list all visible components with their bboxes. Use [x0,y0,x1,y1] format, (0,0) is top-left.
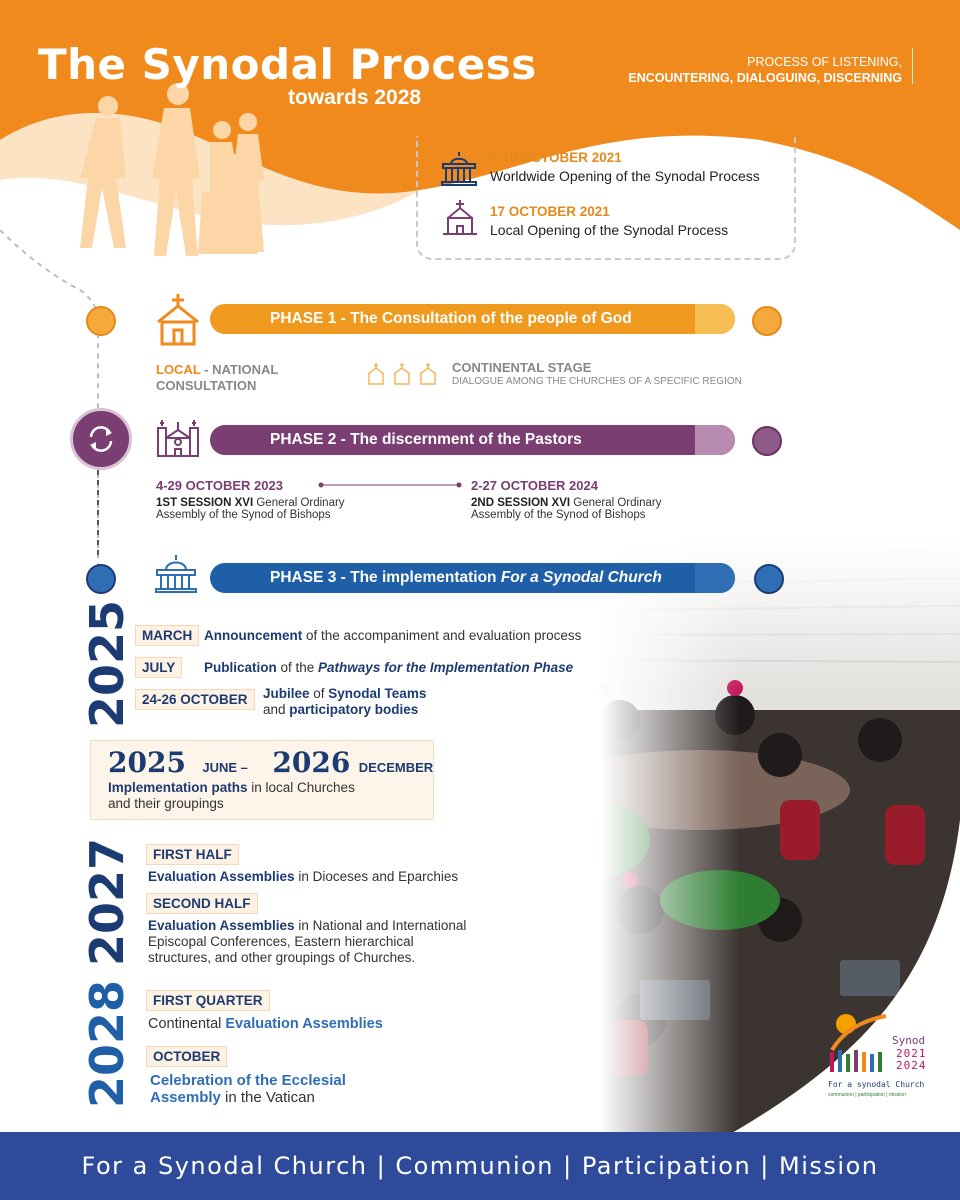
session2 [471,478,661,521]
session1-date: 4-29 OCTOBER 2023 [156,478,283,493]
footer-text: For a Synodal Church | Communion | Participation | Mission [81,1152,879,1180]
tagline-line2: ENCOUNTERING, DIALOGUING, DISCERNING [628,71,902,85]
session2-line1: 2ND SESSION XVI General Ordinary [471,497,662,509]
phase3-dot-right [754,564,784,594]
small-churches-icon [366,362,442,386]
logo-caption: For a synodal Church [828,1080,925,1089]
label-october-2025: 24-26 OCTOBER [135,689,255,710]
logo-caption2: communion | participation | mission [828,1092,906,1098]
refresh-icon [86,424,116,454]
phase3-bar-tail [695,563,735,593]
year-2027: 2027 [80,837,134,966]
continental-stage [452,360,742,387]
basilica-icon [440,150,478,186]
label-march: MARCH [135,625,199,646]
label-july: JULY [135,657,182,678]
session1 [156,478,345,521]
church-icon [442,198,478,238]
event-october-2028: Celebration of the Ecclesial Assembly in the Vatican [150,1072,346,1106]
event-first-quarter: Continental Evaluation Assemblies [148,1016,383,1032]
phase1-dot-left [86,306,116,336]
footer-banner [0,1132,960,1200]
logo-word: Synod [892,1034,926,1047]
phase3-dot-left [86,564,116,594]
phase1-title: PHASE 1 - The Consultation of the people of God [270,310,632,327]
opening-worldwide-text: Worldwide Opening of the Synodal Process [490,168,760,184]
synod-logo [824,1010,940,1106]
page-subtitle: towards 2028 [288,86,422,109]
logo-years1: 2021 [896,1047,927,1060]
logo-years2: 2024 [896,1059,927,1072]
continental-sub: DIALOGUE AMONG THE CHURCHES OF A SPECIFIC REGION [452,376,742,387]
year-2028: 2028 [80,979,134,1108]
event-july: Publication of the Pathways for the Implementation Phase [204,660,574,675]
local-line2: CONSULTATION [156,378,257,393]
session2-date: 2-27 OCTOBER 2024 [471,478,598,493]
tagline [628,54,902,86]
event-october-2025: Jubilee of Synodal Teams and participatory bodies [263,686,427,717]
event-first-half: Evaluation Assemblies in Dioceses and Eparchies [148,869,459,884]
tagline-line1: PROCESS OF LISTENING, [747,55,902,69]
phase2-title: PHASE 2 - The discernment of the Pastors [270,431,582,448]
label-first-quarter: FIRST QUARTER [146,990,270,1011]
label-second-half: SECOND HALF [146,893,258,914]
session1-line2: Assembly of the Synod of Bishops [156,509,331,521]
phase1-dot-right [752,306,782,336]
page-title: The Synodal Process [38,40,537,89]
timeline-line [0,230,140,590]
chapel-icon [154,292,202,348]
synod-logo-figures [824,1010,894,1080]
tagline-divider [912,48,913,84]
local-consultation [156,362,278,394]
opening-local-date: 17 OCTOBER 2021 [490,204,610,219]
label-first-half: FIRST HALF [146,844,239,865]
phase2-bar-tail [695,425,735,455]
cathedral-icon [156,418,200,458]
session1-line1: 1ST SESSION XVI General Ordinary [156,497,345,509]
span-text: Implementation paths in local Churches and their groupings [108,780,355,811]
opening-worldwide-date: 9-10 OCTOBER 2021 [490,150,622,165]
local-rest: - NATIONAL [200,362,279,377]
span-dates: 2025 JUNE – 2026 DECEMBER [108,746,434,779]
local-bold: LOCAL [156,362,201,377]
year-2025: 2025 [80,599,134,728]
label-october-2028: OCTOBER [146,1046,227,1067]
phase1-bar-tail [695,304,735,334]
phase3-bar [210,563,735,593]
phase2-bar [210,425,735,455]
event-march: Announcement of the accompaniment and evaluation process [204,628,582,643]
st-peters-icon [154,554,198,594]
cycle-icon [70,408,132,470]
event-second-half: Evaluation Assemblies in National and International Episcopal Conferences, Eastern hierarchical structures, and other groupings of Churches. [148,918,467,965]
continental-title: CONTINENTAL STAGE [452,360,592,375]
opening-local-text: Local Opening of the Synodal Process [490,222,729,238]
phase1-bar [210,304,735,334]
session2-line2: Assembly of the Synod of Bishops [471,509,646,521]
phase2-dot-right [752,426,782,456]
phase3-title: PHASE 3 - The implementation For a Synodal Church [270,569,662,586]
session-connector [318,480,462,490]
